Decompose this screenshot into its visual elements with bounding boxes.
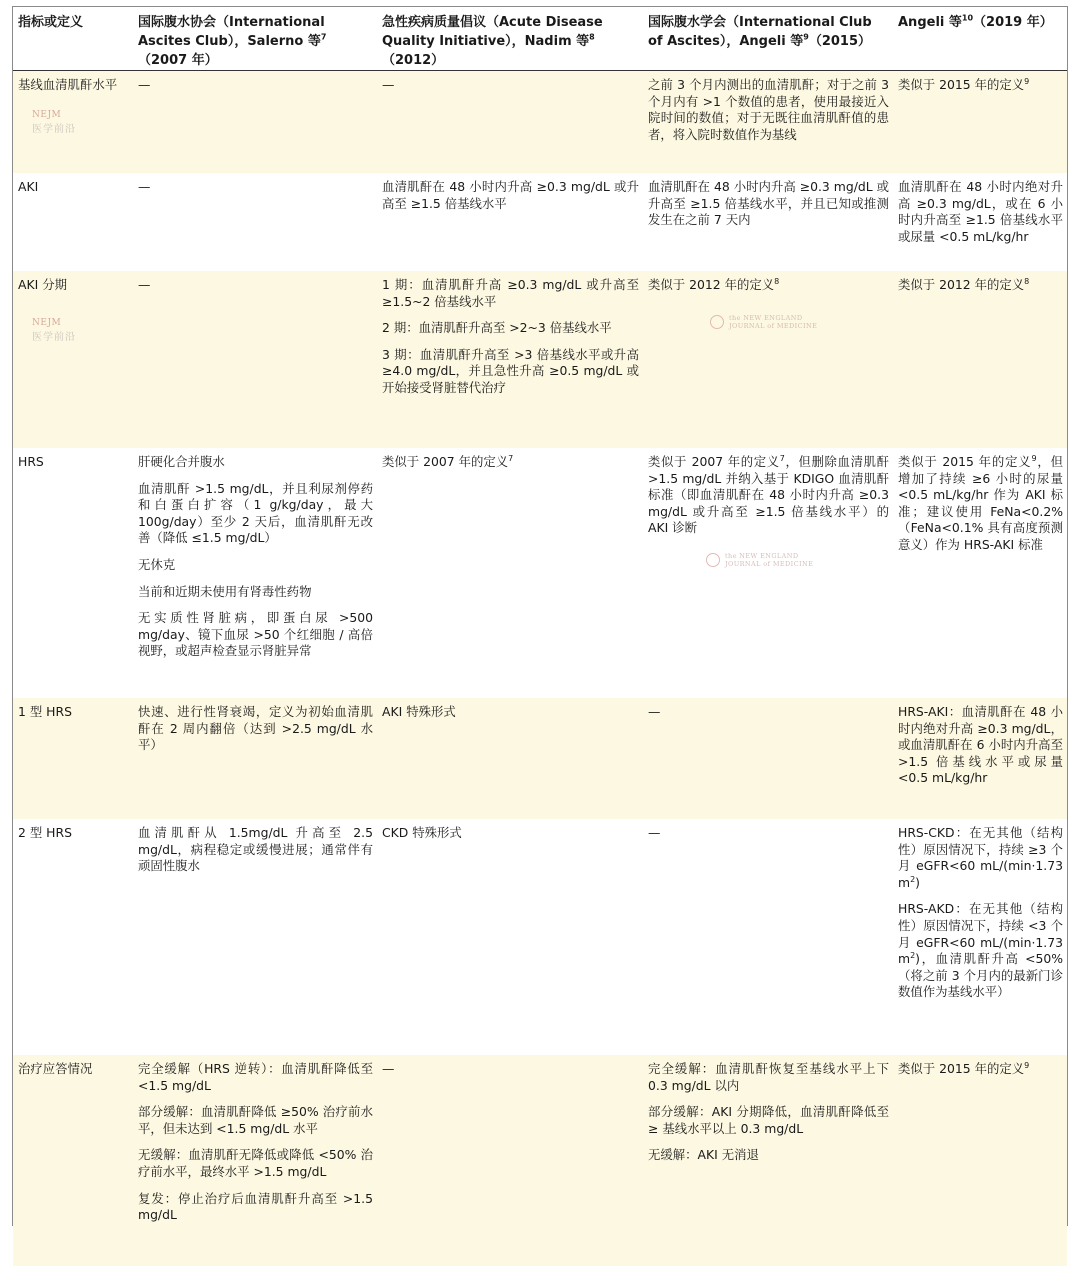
cell-text-continued: （2012） [382, 53, 444, 68]
cell-text: 血清肌酐 >1.5 mg/dL，并且利尿剂停药和白蛋白扩容（1 g/kg/day，最大 100g/day）至少 2 天后，血清肌酐无改善（降低 ≤1.5 mg/dL） [138, 481, 373, 546]
cell-angeli2019 [893, 448, 1067, 698]
nejm-watermark-logo: NEJM 医学前沿 [32, 110, 76, 135]
cell-text: AKI 特殊形式 [382, 704, 456, 719]
reference-superscript: 2 [910, 875, 915, 884]
cell-text: 血清肌酐在 48 小时内升高 ≥0.3 mg/dL 或升高至 ≥1.5 倍基线水平，并且已知或推测发生在之前 7 天内 [648, 179, 889, 227]
table-body [13, 71, 1067, 1266]
reference-superscript: 7 [321, 33, 327, 42]
cell-paragraph [648, 1147, 889, 1164]
cell-text-continued: （2007 年） [138, 53, 218, 68]
reference-superscript: 7 [780, 454, 785, 463]
cell-text: 当前和近期未使用有肾毒性药物 [138, 584, 311, 599]
cell-text: HRS-CKD：在无其他（结构性）原因情况下，持续 ≥3 个月 eGFR<60 mL/(min·1.73 m [898, 825, 1063, 890]
cell-paragraph [138, 1104, 373, 1137]
cell-paragraph [898, 77, 1063, 94]
cell-paragraph [382, 277, 639, 310]
reference-superscript: 9 [1024, 77, 1029, 86]
cell-nadim [377, 271, 643, 448]
journal-watermark-logo-2: the NEW ENGLAND JOURNAL of MEDICINE [706, 552, 813, 568]
cell-nadim [377, 698, 643, 819]
cell-text: 无缓解：AKI 无消退 [648, 1147, 759, 1162]
cell-angeli2015 [643, 698, 893, 819]
cell-text: 完全缓解：血清肌酐恢复至基线水平上下 0.3 mg/dL 以内 [648, 1061, 889, 1093]
cell-paragraph [138, 825, 373, 875]
reference-superscript: 8 [1024, 277, 1029, 286]
cell-paragraph [898, 277, 1063, 294]
table-row [13, 173, 1067, 271]
cell-paragraph [138, 277, 373, 294]
cell-paragraph [382, 825, 639, 842]
cell-text-continued: ，但删除血清肌酐 >1.5 mg/dL 并纳入基于 KDIGO 血清肌酐标准（即血清肌酐在 48 小时内升高 ≥0.3 mg/dL 或升高至 ≥1.5 倍基线水平）的 AKI 诊断 [648, 454, 889, 535]
cell-text: 国际腹水学会（International Club of Ascites），Angeli 等 [648, 15, 872, 49]
cell-angeli2015 [643, 271, 893, 448]
header-angeli-2015 [643, 7, 893, 71]
cell-paragraph [138, 77, 373, 94]
cell-angeli2019 [893, 173, 1067, 271]
table-row [13, 271, 1067, 448]
cell-text: 类似于 2015 年的定义 [898, 77, 1024, 92]
cell-text: 之前 3 个月内测出的血清肌酐；对于之前 3 个月内有 >1 个数值的患者，使用最接近入院时间的数值；对于无既往血清肌酐值的患者，将入院时数值作为基线 [648, 77, 889, 142]
cell-text-continued: ，但增加了持续 ≥6 小时的尿量 <0.5 mL/kg/hr 作为 AKI 标准；建议使用 FeNa<0.2%（FeNa<0.1% 具有高度预测意义）作为 HRS-AKI 标准 [898, 454, 1063, 552]
cell-text-continued: ) [915, 875, 920, 890]
cell-text: HRS-AKI：血清肌酐在 48 小时内绝对升高 ≥0.3 mg/dL，或血清肌酐在 6 小时内升高至 >1.5 倍基线水平或尿量 <0.5 mL/kg/hr [898, 704, 1063, 785]
header-nadim-2012 [377, 7, 643, 71]
cell-text: 快速、进行性肾衰竭，定义为初始血清肌酐在 2 周内翻倍（达到 >2.5 mg/dL 水平） [138, 704, 373, 752]
cell-paragraph [898, 704, 1063, 787]
cell-paragraph [138, 1061, 373, 1094]
reference-superscript: 9 [803, 33, 809, 42]
reference-superscript: 9 [1024, 1061, 1029, 1070]
cell-paragraph [382, 454, 639, 471]
cell-nadim [377, 71, 643, 174]
cell-text: — [648, 704, 660, 719]
cell-paragraph [898, 825, 1063, 891]
reference-superscript: 2 [910, 951, 915, 960]
cell-paragraph [138, 454, 373, 471]
reference-superscript: 8 [774, 277, 779, 286]
cell-paragraph [648, 454, 889, 537]
cell-nadim [377, 173, 643, 271]
cell-paragraph [138, 557, 373, 574]
cell-text: — [382, 1061, 394, 1076]
cell-paragraph [382, 320, 639, 337]
header-indicator [13, 7, 133, 71]
cell-text: — [138, 277, 150, 292]
row-label: 基线血清肌酐水平 [13, 71, 133, 174]
header-row [13, 7, 1067, 71]
cell-text-continued: （2015） [809, 34, 871, 49]
cell-text: 类似于 2015 年的定义 [898, 454, 1031, 469]
cell-salerno [133, 71, 377, 174]
cell-text: 复发：停止治疗后血清肌酐升高至 >1.5 mg/dL [138, 1191, 373, 1223]
cell-salerno [133, 1055, 377, 1266]
cell-nadim [377, 448, 643, 698]
cell-text: 部分缓解：AKI 分期降低，血清肌酐降低至 ≥ 基线水平以上 0.3 mg/dL [648, 1104, 889, 1136]
cell-text: 肝硬化合并腹水 [138, 454, 225, 469]
cell-text: 类似于 2007 年的定义 [648, 454, 780, 469]
cell-text: 2 期：血清肌酐升高至 >2~3 倍基线水平 [382, 320, 612, 335]
row-label: 治疗应答情况 [13, 1055, 133, 1266]
cell-text: 3 期：血清肌酐升高至 >3 倍基线水平或升高 ≥4.0 mg/dL，并且急性升高 ≥0.5 mg/dL 或开始接受肾脏替代治疗 [382, 347, 639, 395]
cell-angeli2019 [893, 819, 1067, 1055]
cell-paragraph [648, 1104, 889, 1137]
row-label: AKI [13, 173, 133, 271]
journal-watermark-logo: the NEW ENGLAND JOURNAL of MEDICINE [710, 314, 817, 330]
cell-paragraph [898, 1061, 1063, 1078]
cell-angeli2015 [643, 71, 893, 174]
cell-text-continued: )，血清肌酐升高 <50%（将之前 3 个月内的最新门诊数值作为基线水平） [898, 951, 1063, 999]
table-row [13, 71, 1067, 174]
cell-paragraph [382, 704, 639, 721]
cell-paragraph [138, 1147, 373, 1180]
cell-paragraph [138, 179, 373, 196]
row-label: HRS [13, 448, 133, 698]
cell-text: 血清肌酐从 1.5mg/dL 升高至 2.5 mg/dL，病程稳定或缓慢进展；通常伴有顽固性腹水 [138, 825, 373, 873]
cell-nadim [377, 1055, 643, 1266]
definitions-table-frame [12, 6, 1068, 1226]
cell-text: 类似于 2012 年的定义 [648, 277, 774, 292]
cell-text-continued: （2019 年） [973, 15, 1053, 30]
cell-paragraph [898, 901, 1063, 1001]
cell-text: 指标或定义 [18, 15, 83, 30]
table-row [13, 819, 1067, 1055]
cell-paragraph [648, 1061, 889, 1094]
table-row [13, 1055, 1067, 1266]
cell-text: 1 期：血清肌酐升高 ≥0.3 mg/dL 或升高至 ≥1.5~2 倍基线水平 [382, 277, 639, 309]
cell-paragraph [898, 454, 1063, 554]
cell-paragraph [138, 610, 373, 660]
cell-text: 急性疾病质量倡议（Acute Disease Quality Initiative），Nadim 等 [382, 15, 603, 49]
cell-paragraph [382, 77, 639, 94]
reference-superscript: 8 [589, 33, 595, 42]
row-label: AKI 分期 [13, 271, 133, 448]
cell-angeli2015 [643, 819, 893, 1055]
cell-text: — [138, 77, 150, 92]
table-row [13, 448, 1067, 698]
cell-angeli2015 [643, 448, 893, 698]
cell-angeli2019 [893, 1055, 1067, 1266]
cell-text: 血清肌酐在 48 小时内升高 ≥0.3 mg/dL 或升高至 ≥1.5 倍基线水平 [382, 179, 639, 211]
cell-angeli2019 [893, 71, 1067, 174]
cell-paragraph [898, 179, 1063, 245]
cell-paragraph [648, 704, 889, 721]
cell-text: 无实质性肾脏病，即蛋白尿 >500 mg/day、镜下血尿 >50 个红细胞 / 高倍视野，或超声检查显示肾脏异常 [138, 610, 373, 658]
cell-paragraph [648, 179, 889, 229]
cell-text: — [138, 179, 150, 194]
cell-text: 类似于 2012 年的定义 [898, 277, 1024, 292]
cell-paragraph [138, 584, 373, 601]
reference-superscript: 7 [508, 454, 513, 463]
cell-text: 部分缓解：血清肌酐降低 ≥50% 治疗前水平，但未达到 <1.5 mg/dL 水平 [138, 1104, 373, 1136]
cell-text: 国际腹水协会（International Ascites Club），Salerno 等 [138, 15, 325, 49]
cell-text: 类似于 2007 年的定义 [382, 454, 508, 469]
cell-angeli2015 [643, 1055, 893, 1266]
cell-paragraph [648, 277, 889, 294]
cell-angeli2019 [893, 271, 1067, 448]
cell-salerno [133, 698, 377, 819]
header-salerno-2007 [133, 7, 377, 71]
cell-angeli2015 [643, 173, 893, 271]
row-label: 1 型 HRS [13, 698, 133, 819]
cell-salerno [133, 448, 377, 698]
table-row [13, 698, 1067, 819]
cell-text: Angeli 等 [898, 15, 962, 30]
cell-paragraph [382, 179, 639, 212]
hrs-aki-definitions-table [13, 7, 1067, 1266]
cell-text: — [382, 77, 394, 92]
cell-salerno [133, 271, 377, 448]
cell-text: 类似于 2015 年的定义 [898, 1061, 1024, 1076]
cell-salerno [133, 173, 377, 271]
cell-paragraph [648, 77, 889, 143]
reference-superscript: 10 [962, 14, 973, 23]
reference-superscript: 9 [1031, 454, 1036, 463]
cell-paragraph [138, 481, 373, 547]
cell-text: 完全缓解（HRS 逆转）：血清肌酐降低至 <1.5 mg/dL [138, 1061, 373, 1093]
cell-paragraph [138, 1191, 373, 1224]
row-label: 2 型 HRS [13, 819, 133, 1055]
cell-angeli2019 [893, 698, 1067, 819]
nejm-watermark-logo-2: NEJM 医学前沿 [32, 318, 76, 343]
header-angeli-2019 [893, 7, 1067, 71]
cell-paragraph [382, 1061, 639, 1078]
cell-text: — [648, 825, 660, 840]
cell-text: HRS-AKD：在无其他（结构性）原因情况下，持续 <3 个月 eGFR<60 mL/(min·1.73 m [898, 901, 1063, 966]
cell-paragraph [382, 347, 639, 397]
cell-text: 无休克 [138, 557, 175, 572]
cell-salerno [133, 819, 377, 1055]
cell-paragraph [648, 825, 889, 842]
cell-paragraph [138, 704, 373, 754]
cell-nadim [377, 819, 643, 1055]
cell-text: 无缓解：血清肌酐无降低或降低 <50% 治疗前水平，最终水平 >1.5 mg/dL [138, 1147, 373, 1179]
cell-text: 血清肌酐在 48 小时内绝对升高 ≥0.3 mg/dL，或在 6 小时内升高至 ≥1.5 倍基线水平或尿量 <0.5 mL/kg/hr [898, 179, 1063, 244]
cell-text: CKD 特殊形式 [382, 825, 462, 840]
